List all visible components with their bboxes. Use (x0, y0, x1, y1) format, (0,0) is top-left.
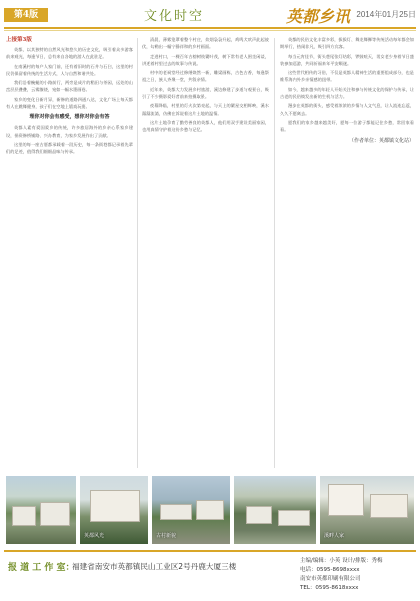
paper-name-logo: 英都乡讯 (286, 7, 351, 26)
paragraph: 我们沿着蜿蜒的小路前行，两旁是成片的稻田与茶园，远处的山峦层层叠叠，云雾缭绕，宛如一幅水墨画卷。 (6, 80, 133, 93)
photo-river-view (152, 476, 230, 544)
building-shape (278, 510, 310, 526)
page-number-badge: 第4版 (4, 8, 48, 22)
paragraph: 村中的老祠堂经过修缮焕然一新，雕梁画栋，古色古香，每逢祭祖之日，族人齐聚一堂，共叙亲情。 (142, 70, 269, 83)
paragraph: 每当元宵佳节，街头巷尾张灯结彩，锣鼓喧天，男女老少身着节日盛装参加巡游，共同祈福来年平安顺遂。 (280, 53, 414, 66)
building-shape (90, 490, 140, 522)
page-header (4, 4, 416, 26)
photo-caption: 溪畔人家 (324, 533, 345, 539)
text-column-3 (280, 36, 414, 470)
paragraph: 漫步在英都的街头，感受着浓浓的乡情与人文气息，让人流连忘返，久久不愿离去。 (280, 103, 414, 116)
building-shape (246, 506, 272, 524)
footer-rule (4, 550, 416, 552)
header-rule-thin (4, 30, 416, 31)
phone-line-2: TEL：0595-8618xxxx (300, 585, 359, 591)
paragraph: 英都的民俗文化丰富多彩，拔拔灯、舞龙舞狮等传统活动每年都会如期举行，热闹非凡，吸引四方宾客。 (280, 37, 414, 50)
building-shape (12, 506, 36, 526)
header-rule (4, 27, 416, 29)
studio-address: 福建省南安市英都镇民山工业区2号丹鹿大厦三楼 (72, 562, 237, 571)
continued-from: 上接第3版 (6, 37, 32, 43)
phone-line: 电话：0595-8698xxxx (300, 567, 360, 573)
paragraph: 愿我们的家乡越来越美好，愿每一位游子都能记住乡愁，常回家看看。 (280, 119, 414, 133)
building-shape (40, 502, 70, 526)
photo-caption: 古村新貌 (156, 533, 177, 539)
paragraph: 这里的每一座古厝都承载着一段历史，每一条街巷都记录着先辈们的足迹，值得我们细细品味与传承。 (6, 141, 133, 155)
printer-line: 南安市英都印刷有限公司 (300, 576, 361, 582)
paragraph: 在南溪村的每户人家门前，还有着旧时的石井与石臼，这里的村民仍保留着传统的生活方式，人与自然和谐共处。 (6, 63, 133, 76)
photo-village-street (6, 476, 76, 544)
paragraph: 家乡的变化日新月异，新修的道路四通八达，文化广场上每天都有人在跳舞健身，孩子们在空地上嬉戏玩耍。 (6, 96, 133, 110)
studio-label: 报 道 工 作 室： (8, 563, 75, 573)
text-column-2 (142, 36, 269, 470)
text-column-1 (6, 36, 133, 470)
issue-date: 2014年01月25日 (356, 10, 416, 19)
paragraph: 这些世代相传的习俗，不仅是英都人精神生活的重要组成部分，也是维系海内外乡亲情感的纽带。 (280, 70, 414, 83)
paragraph: 英都，以其独特的自然风光和悠久的历史文化，吸引着众多游客前来观光，每逢节日，总有来自各地的游人在此驻足。 (6, 47, 133, 60)
footer (4, 556, 416, 596)
building-shape (160, 504, 192, 520)
paragraph: 走进村口，一棵百年古榕树枝繁叶茂，树下常有老人围坐闲谈，讲述着村里过去的故事与传说。 (142, 53, 269, 66)
paragraph: 英都人素有爱国爱乡的传统，许多旅居海外的乡亲心系家乡建设，捐资修桥铺路、兴办教育，为家乡发展作出了贡献。 (6, 125, 133, 138)
paragraph: 清晨，薄雾笼罩着整个村庄，炊烟袅袅升起，鸡鸣犬吠声此起彼伏，勾勒出一幅宁静祥和的乡村画面。 (142, 37, 269, 50)
building-shape (196, 500, 224, 520)
paragraph: 夜幕降临，村里的灯火次第亮起，与天上的繁星交相辉映，溪水潺潺流淌，仿佛在诉说着这片土地的温情。 (142, 103, 269, 116)
article-signoff: （作者单位：英都镇文化站） (348, 137, 414, 144)
editor-line: 主编/编辑：小英 设计/排版：秀梅 (300, 558, 383, 564)
paragraph: 这片土地孕育了勤劳善良的英都人，他们用双手建设美丽家园，也用真情守护着这份乡愁与记忆。 (142, 119, 269, 133)
paragraph: 近年来，英都大力发展乡村旅游，溪边修建了步道与观景台，吸引了不少摄影爱好者前来拍摄取景。 (142, 86, 269, 100)
paragraph: 如今，越来越多的年轻人开始关注和参与传统文化的保护与传承，让古老的民俗焕发出新的生机与活力。 (280, 86, 414, 100)
building-shape (370, 494, 408, 518)
photo-caption: 英都风光 (84, 533, 105, 539)
subheading: 理你对你会有感受，想你对你会有答 (29, 114, 110, 121)
section-title: 文化时空 (144, 9, 205, 24)
photo-riverside-homes (320, 476, 414, 544)
column-divider (137, 38, 138, 468)
footer-contact (300, 557, 416, 593)
photo-mountain-village (234, 476, 316, 544)
photo-old-house (80, 476, 148, 544)
column-divider (274, 38, 275, 468)
building-shape (328, 484, 364, 516)
